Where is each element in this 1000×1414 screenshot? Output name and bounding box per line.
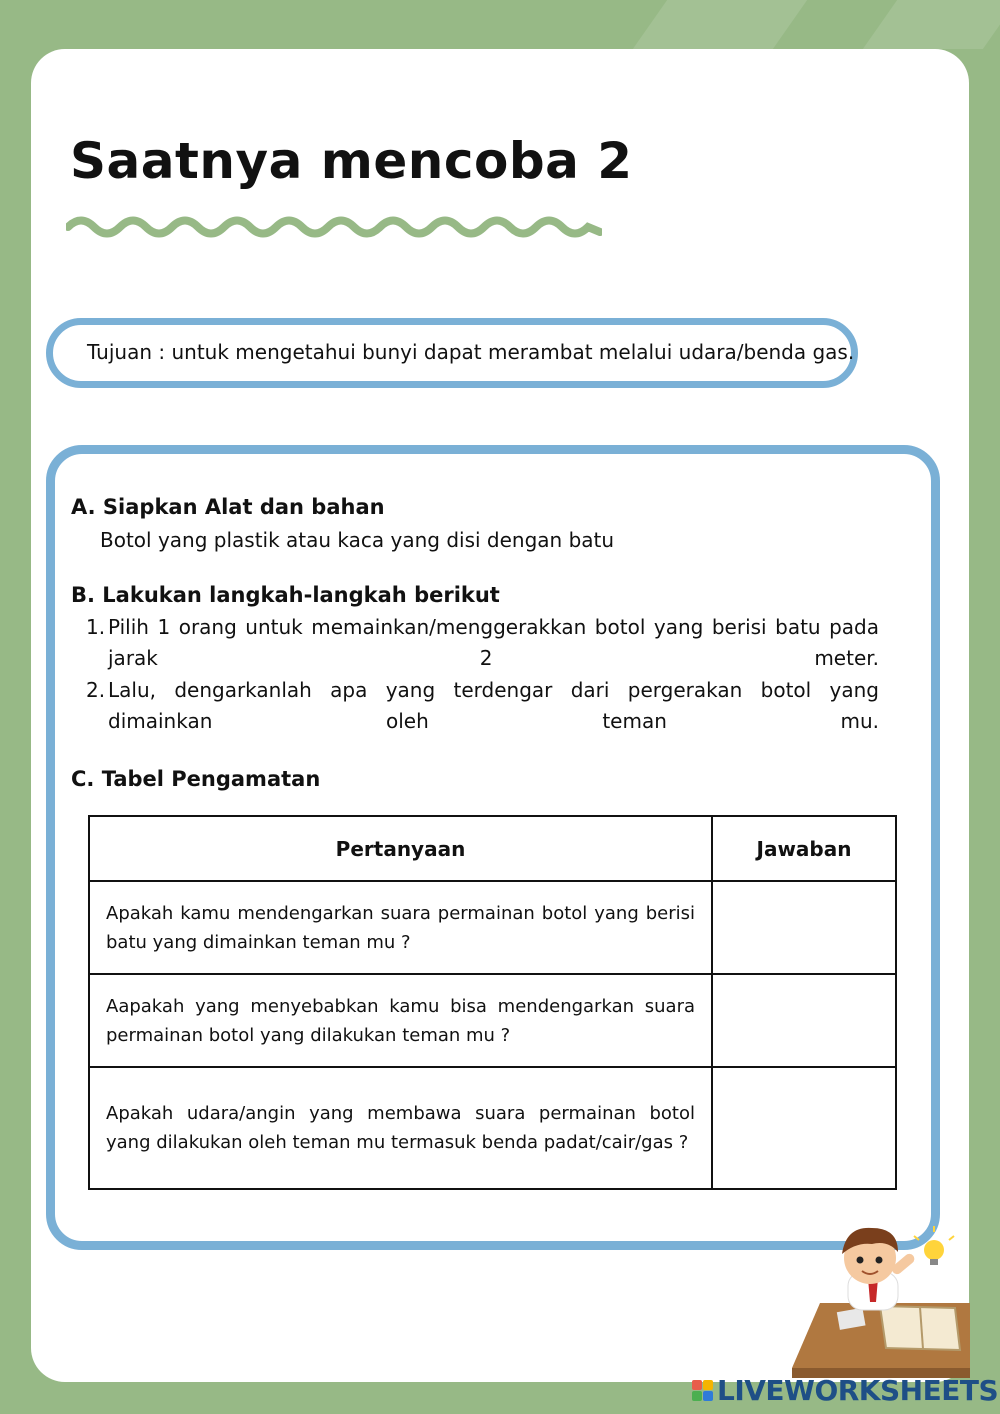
table-row [89,1067,896,1189]
step-number: 1. [86,615,106,639]
liveworksheets-logo-icon [692,1380,713,1401]
answer-cell[interactable] [712,1067,896,1189]
student-illustration [780,1218,980,1388]
lightbulb-icon [914,1226,954,1265]
goal-text: Tujuan : untuk mengetahui bunyi dapat merambat melalui udara/benda gas. [87,340,855,364]
section-b-heading: B. Lakukan langkah-langkah berikut [71,583,500,607]
brand-name: LIVEWORKSHEETS [717,1374,999,1407]
step-item [86,675,879,768]
table-row [89,881,896,974]
step-number: 2. [86,678,106,702]
answer-cell[interactable] [712,881,896,974]
page-title: Saatnya mencoba 2 [70,132,633,190]
question-cell: Apakah kamu mendengarkan suara permainan botol yang berisi batu yang dimainkan teman mu ? [89,881,712,974]
answer-cell[interactable] [712,974,896,1067]
question-cell: Aapakah yang menyebabkan kamu bisa mendengarkan suara permainan botol yang dilakukan teman mu ? [89,974,712,1067]
wave-divider [66,208,602,244]
materials-text: Botol yang plastik atau kaca yang disi dengan batu [100,528,615,552]
liveworksheets-brand [692,1374,998,1407]
section-c-heading: C. Tabel Pengamatan [71,767,321,791]
header-question: Pertanyaan [89,816,712,881]
table-header-row [89,816,896,881]
section-a-heading: A. Siapkan Alat dan bahan [71,495,385,519]
background-shape [863,0,1000,49]
step-text: Lalu, dengarkanlah apa yang terdengar dari pergerakan botol yang dimainkan oleh teman mu. [108,678,879,733]
header-answer: Jawaban [712,816,896,881]
step-text: Pilih 1 orang untuk memainkan/menggerakkan botol yang berisi batu pada jarak 2 meter. [108,615,879,670]
table-row [89,974,896,1067]
background-shape [633,0,807,49]
observation-table [88,815,897,1190]
question-cell: Apakah udara/angin yang membawa suara permainan botol yang dilakukan oleh teman mu termasuk benda padat/cair/gas ? [89,1067,712,1189]
